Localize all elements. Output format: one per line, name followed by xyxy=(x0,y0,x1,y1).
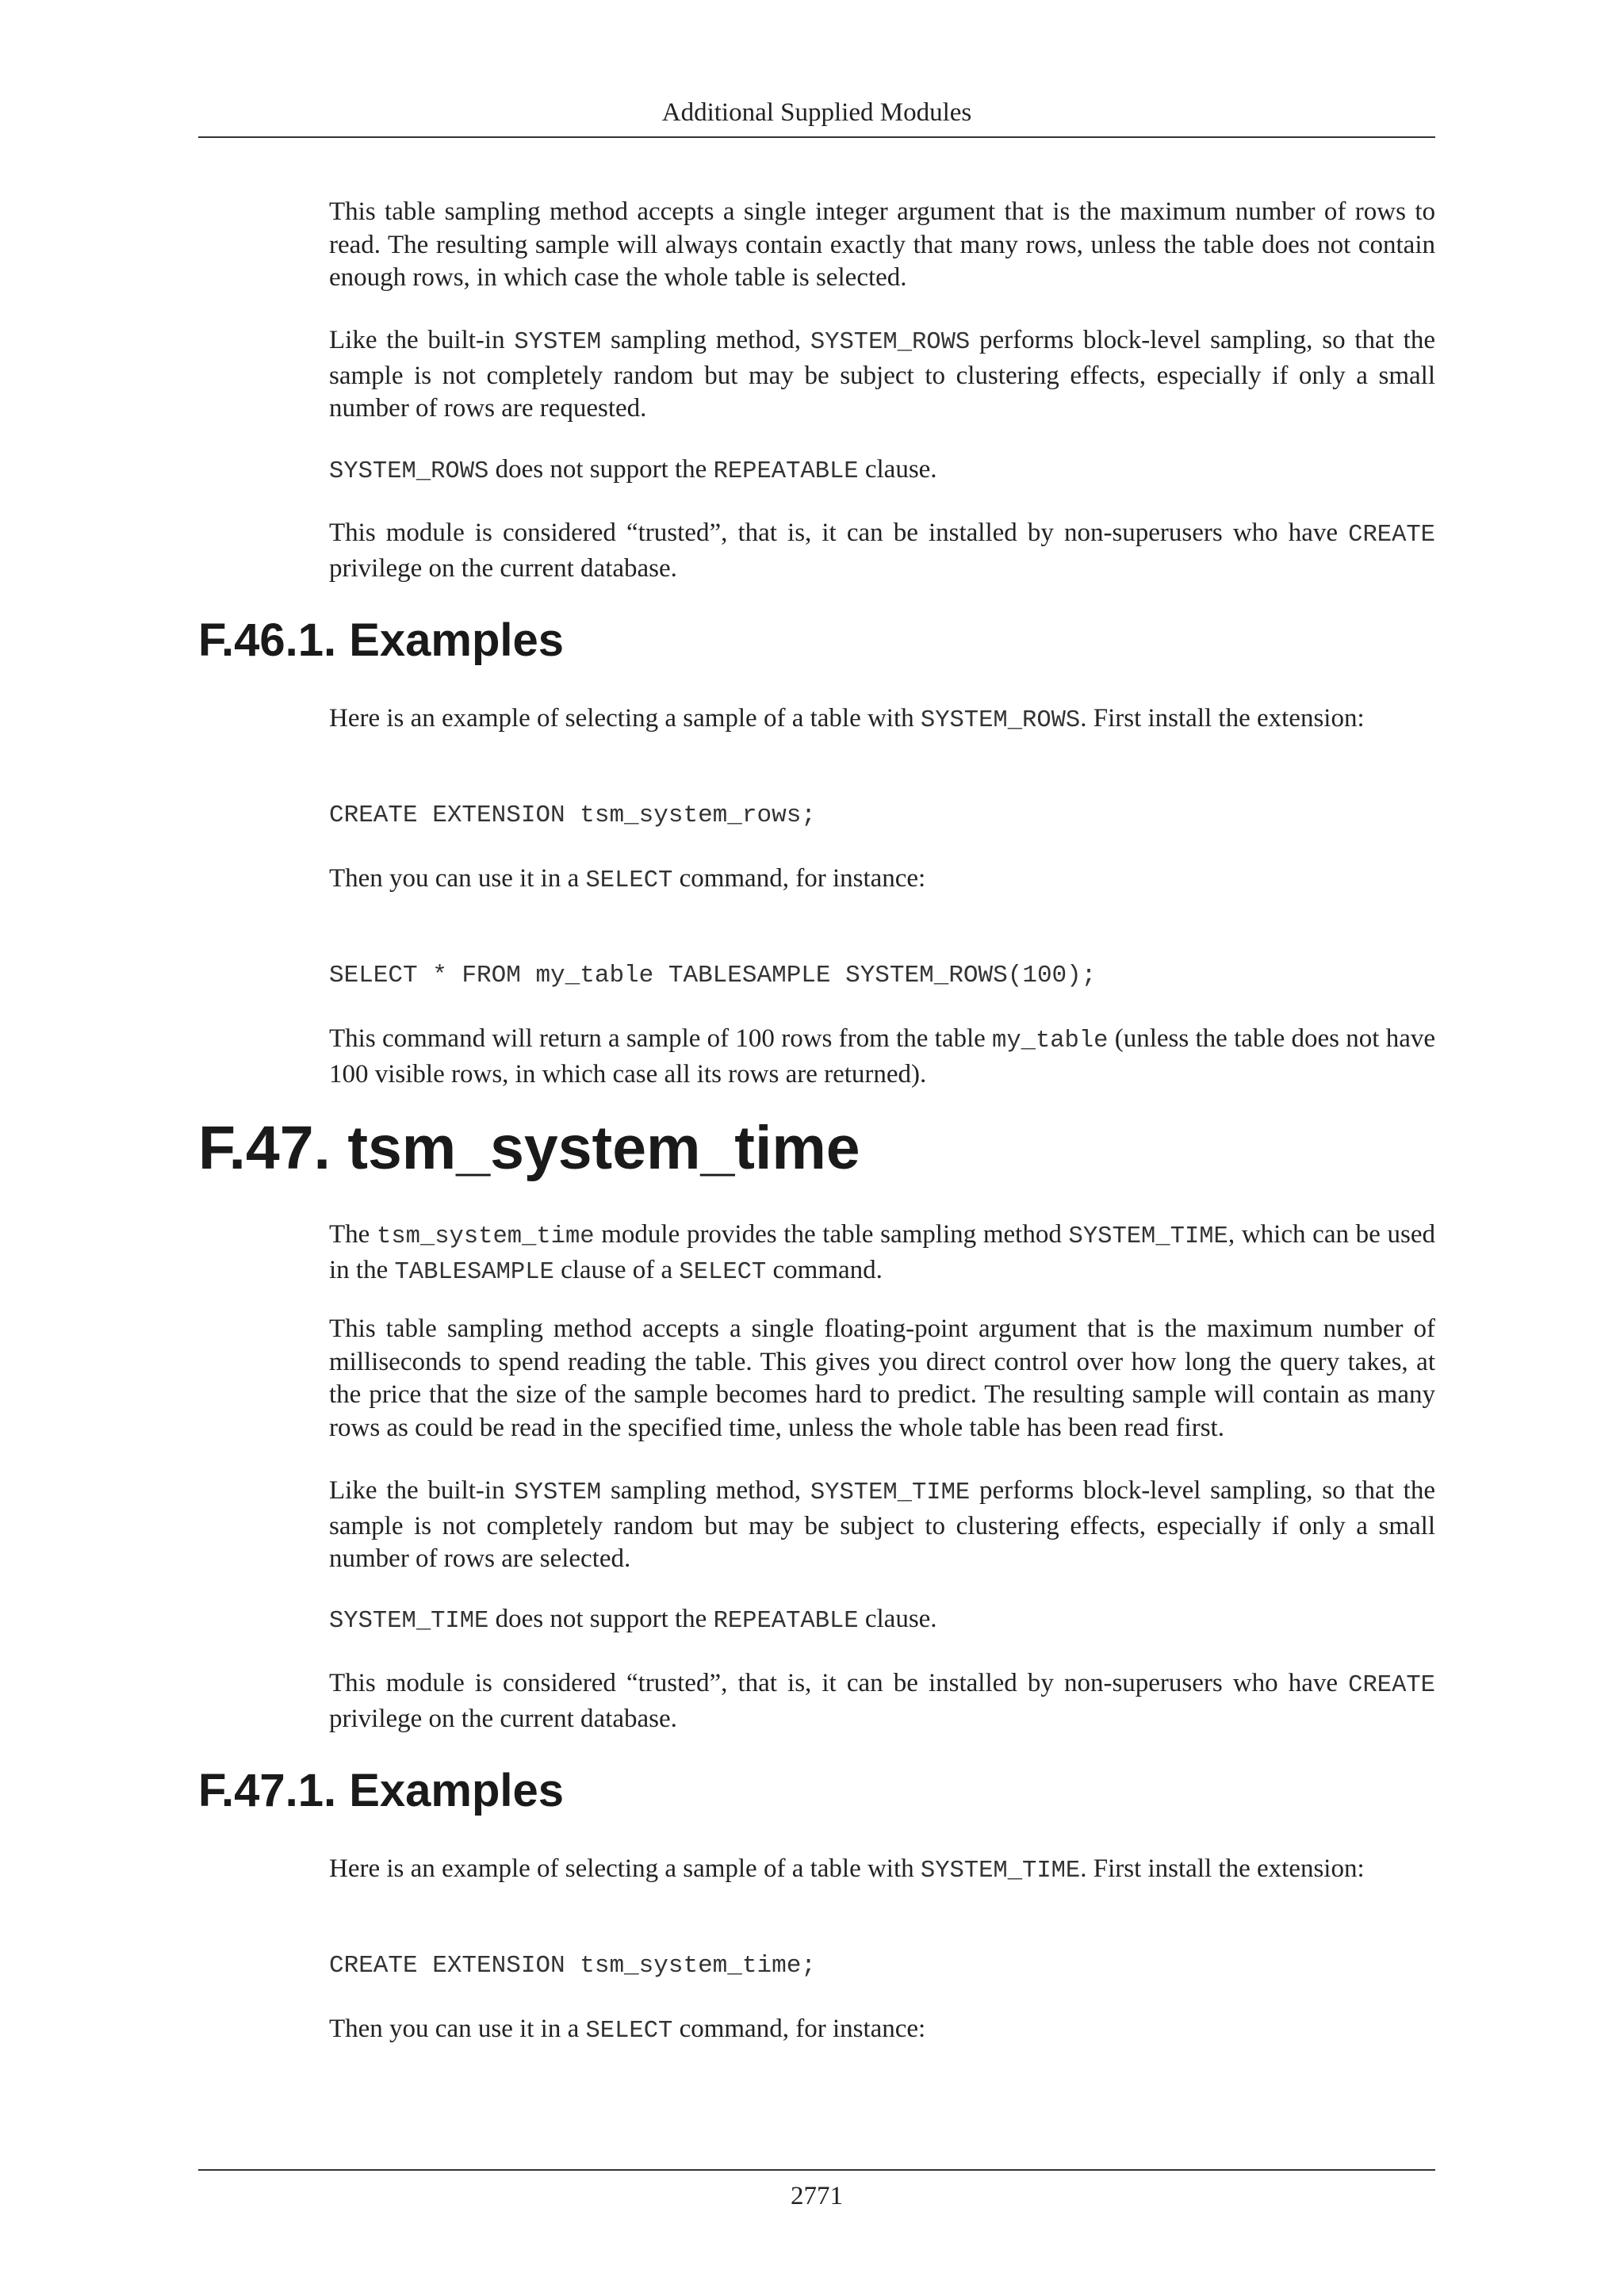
inline-code: my_table xyxy=(992,1027,1109,1054)
f46-blocklevel-paragraph xyxy=(329,324,1435,426)
text-run: sampling method, xyxy=(601,1476,810,1505)
f46-example-then xyxy=(329,863,1435,898)
text-run: clause. xyxy=(858,1605,937,1633)
text-run: Here is an example of selecting a sample of a table with xyxy=(329,704,921,733)
f46-example-result xyxy=(329,1023,1435,1091)
text-run: This module is considered “trusted”, that is, it can be installed by non-superusers who have xyxy=(329,1669,1349,1697)
inline-code: REPEATABLE xyxy=(713,1608,859,1635)
inline-code: CREATE xyxy=(1348,522,1435,549)
text-run: Here is an example of selecting a sample of a table with xyxy=(329,1854,921,1883)
header-rule xyxy=(198,136,1435,138)
inline-code: SYSTEM_TIME xyxy=(1068,1223,1228,1250)
text-run: . First install the extension: xyxy=(1080,704,1365,733)
text-run: Like the built-in xyxy=(329,326,515,354)
text-run: command, for instance: xyxy=(672,2015,926,2043)
f46-code-create-extension: CREATE EXTENSION tsm_system_rows; xyxy=(329,802,816,829)
text-run: does not support the xyxy=(488,1605,714,1633)
inline-code: SYSTEM_TIME xyxy=(920,1858,1081,1885)
text-run: command. xyxy=(766,1255,883,1284)
inline-code: SELECT xyxy=(585,2018,673,2045)
text-run: , which can be used in the xyxy=(329,1220,1436,1284)
text-run: module provides the table sampling method xyxy=(594,1220,1069,1249)
f46-trusted-paragraph xyxy=(329,517,1435,585)
f47-blocklevel-paragraph xyxy=(329,1475,1435,1576)
text-run: does not support the xyxy=(488,455,714,484)
page-number: 2771 xyxy=(791,2182,843,2210)
f46-examples-heading: F.46.1. Examples xyxy=(198,614,565,666)
footer-rule xyxy=(198,2169,1435,2171)
inline-code: SYSTEM_TIME xyxy=(810,1479,971,1506)
inline-code: SELECT xyxy=(679,1258,767,1286)
f47-argument-paragraph: This table sampling method accepts a single floating-point argument that is the maximum number of milliseconds to spend reading the table. This gives you direct control over how long the query takes, at the price that the size of the sample becomes hard to predict. The resulting sample will contain as many rows as could be read in the specified time, unless the whole table has been read first. xyxy=(329,1314,1435,1442)
inline-code: REPEATABLE xyxy=(713,458,859,485)
inline-code: SELECT xyxy=(585,867,673,894)
f46-code-select: SELECT * FROM my_table TABLESAMPLE SYSTEM_ROWS(100); xyxy=(329,962,1097,989)
f46-example-intro xyxy=(329,702,1435,738)
text-run: Like the built-in xyxy=(329,1476,515,1505)
inline-code: SYSTEM xyxy=(514,329,602,356)
inline-code: TABLESAMPLE xyxy=(394,1258,554,1286)
text-run: sampling method, xyxy=(601,326,810,354)
f47-example-then xyxy=(329,2013,1435,2049)
text-run: performs block-level sampling, so that the sample is not completely random but may be subject to clustering effects, especially if only a small number of rows are requested. xyxy=(329,326,1435,423)
text-run: performs block-level sampling, so that the sample is not completely random but may be subject to clustering effects, especially if only a small number of rows are selected. xyxy=(329,1476,1435,1573)
f46-repeatable-paragraph xyxy=(329,453,1435,489)
f47-intro-paragraph xyxy=(329,1219,1435,1289)
text-run: Then you can use it in a xyxy=(329,864,586,893)
text-run: (unless the table does not have 100 visible rows, in which case all its rows are returned). xyxy=(329,1024,1435,1089)
f47-trusted-paragraph xyxy=(329,1667,1435,1735)
f47-section-heading: F.47. tsm_system_time xyxy=(198,1114,860,1182)
text-run: privilege on the current database. xyxy=(329,1704,677,1733)
inline-code: SYSTEM_TIME xyxy=(329,1608,489,1635)
text-run: privilege on the current database. xyxy=(329,553,677,583)
inline-code: SYSTEM xyxy=(514,1479,602,1506)
text-run: clause of a xyxy=(553,1255,680,1284)
text-run: Then you can use it in a xyxy=(329,2015,586,2043)
text-run: The xyxy=(329,1220,377,1249)
text-run: clause. xyxy=(858,455,937,484)
running-header: Additional Supplied Modules xyxy=(661,98,972,127)
f47-examples-heading: F.47.1. Examples xyxy=(198,1765,565,1816)
f47-repeatable-paragraph xyxy=(329,1603,1435,1639)
f47-code-create-extension: CREATE EXTENSION tsm_system_time; xyxy=(329,1952,816,1980)
inline-code: SYSTEM_ROWS xyxy=(920,707,1081,734)
text-run: This module is considered “trusted”, that is, it can be installed by non-superusers who have xyxy=(329,519,1349,547)
f47-example-intro xyxy=(329,1853,1435,1888)
text-run: . First install the extension: xyxy=(1080,1854,1365,1883)
inline-code: SYSTEM_ROWS xyxy=(329,458,489,485)
f46-argument-paragraph: This table sampling method accepts a single integer argument that is the maximum number of rows to read. The resulting sample will always contain exactly that many rows, unless the table does not contain enough rows, in which case the whole table is selected. xyxy=(329,197,1435,292)
text-run: This command will return a sample of 100 rows from the table xyxy=(329,1024,993,1053)
inline-code: tsm_system_time xyxy=(377,1223,595,1250)
inline-code: SYSTEM_ROWS xyxy=(810,329,971,356)
inline-code: CREATE xyxy=(1348,1672,1435,1699)
text-run: command, for instance: xyxy=(672,864,926,893)
